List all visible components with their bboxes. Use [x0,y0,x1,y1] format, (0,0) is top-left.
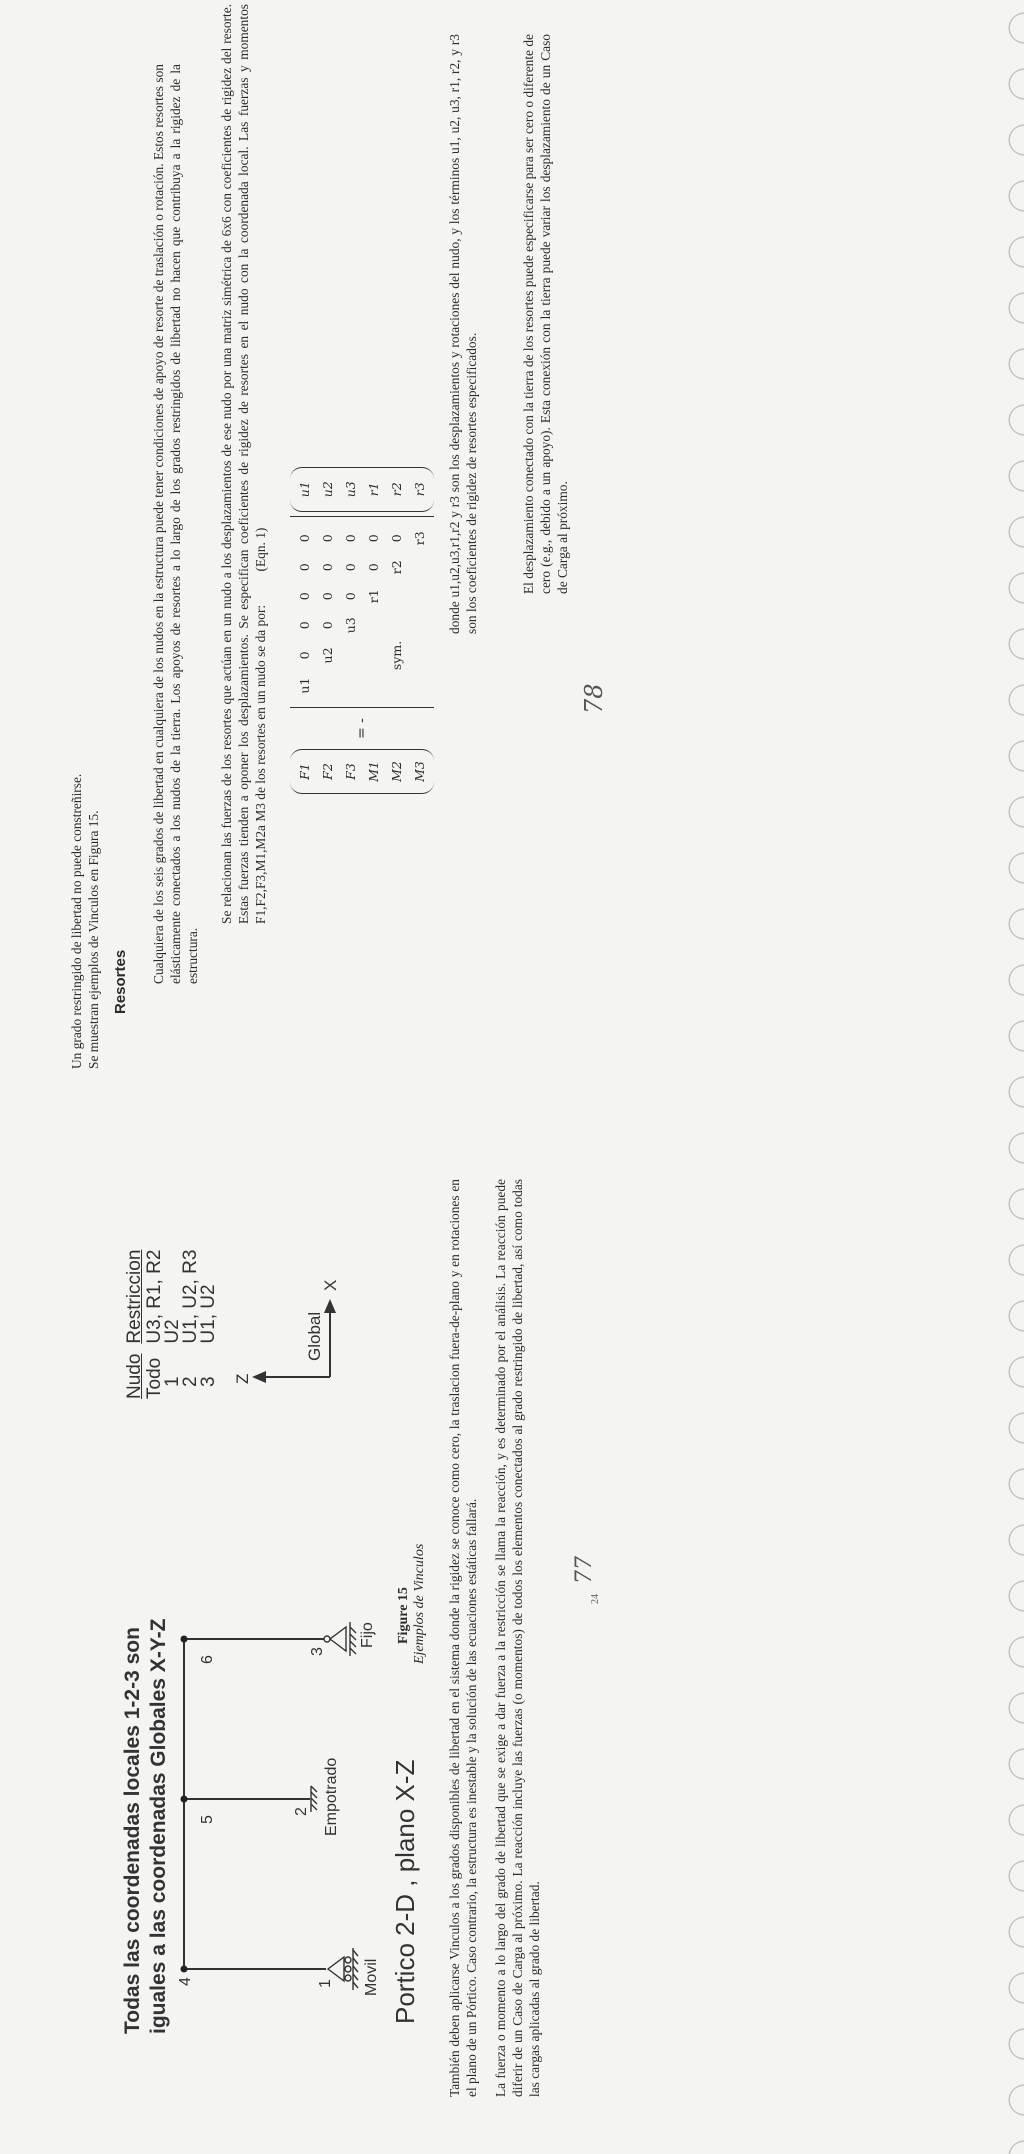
table-row [146,1236,164,1399]
node-label-1: 1 [317,1979,334,1988]
node-label-5: 5 [199,1815,216,1824]
handwritten-page-number: 77 [572,1556,597,1584]
vector-entry: u2 [320,481,335,498]
matrix-cell: 0 [343,592,358,601]
matrix-cell: r2 [389,560,404,575]
matrix-cell [409,612,430,639]
vector-entry: F3 [343,763,358,780]
restraint-dofs: U1, U2 [198,1284,219,1344]
matrix-cell [386,672,407,699]
matrix-cell: 0 [297,592,312,601]
restraint-header-nudo: Nudo [124,1353,145,1399]
vector-entry: u1 [297,481,312,498]
matrix-cell: u2 [320,647,335,664]
matrix-cell [340,672,361,699]
vector-entry: r2 [389,482,404,497]
matrix-cell: r1 [366,589,381,604]
intro-line: Un grado restringido de libertad no puede constreñirse. [69,773,84,1069]
matrix-cell [409,641,430,670]
force-vector [290,749,434,794]
matrix-cell [409,583,430,610]
pinned-support-icon [324,1622,356,1656]
vector-entry: r1 [366,482,381,497]
support-label-fijo: Fijo [359,1622,376,1648]
displacement-vector [290,467,434,512]
matrix-cell: u1 [297,677,312,694]
vector-entry: F2 [320,763,335,780]
matrix-row [317,525,338,699]
matrix-cell [340,641,361,670]
resortes-paragraph-3: donde u1,u2,u3,r1,r2 y r3 son los desplazamientos y rotaciones del nudo, y los términos u1, u2, u3, r1, r2, y r3 son los coeficientes de rigidez de resortes especificados. [447,34,479,634]
z-arrow-icon [252,1371,266,1383]
matrix-cell: 0 [297,534,312,543]
stiffness-matrix [290,516,434,708]
restraint-node: 3 [198,1376,219,1387]
node-5 [181,1796,188,1803]
matrix-cell: 0 [320,534,335,543]
paragraph: También deben aplicarse Vinculos a los grados disponibles de libertad en el sistema donde la rigidez se conoce como cero, la traslacion fuera-de-plano y en rotaciones en el plano de un Pórtico. Caso contrario, la estructura es inestable y la solución de las ecuaciones estáticas fallará. [447,1179,479,2097]
vector-entry: r3 [412,482,427,497]
restraint-table-block [124,1236,218,1399]
matrix-cell [363,641,384,670]
axis-label-x: X [321,1279,340,1291]
equals-sign: = - [354,718,370,739]
matrix-cell: 0 [297,563,312,572]
node-4 [181,1966,188,1973]
portico-title: Portico 2-D , plano X-Z [390,1759,420,2024]
vector-entry: F1 [297,763,312,780]
equation-label: (Eqn. 1) [253,527,268,572]
portico-frame-diagram [160,1534,390,2094]
matrix-cell [386,583,407,610]
matrix-cell: 0 [297,651,312,660]
restraint-dofs: U1, U2, R3 [180,1249,201,1344]
matrix-cell: 0 [389,534,404,543]
paragraph: La fuerza o momento a lo largo del grado de libertad que se exige a dar fuerza a la restricción se llama la reacción, y es determinado por el análisis. La reacción puede diferir de un Caso de Carga al próximo. La reacción incluye las fuerzas (o momentos) de todos los elementos conectados al grado restringido de libertad, así como todas las cargas aplicadas al grado de libertad. [493,1179,542,2097]
spring-stiffness-equation [290,467,434,794]
matrix-row [340,525,361,699]
support-label-movil: Movil [363,1958,380,1996]
matrix-cell [386,612,407,639]
axis-label-z: Z [233,1373,252,1384]
node-label-2: 2 [293,1807,310,1816]
matrix-cell: 0 [366,563,381,572]
restraint-header-restriccion: Restriccion [124,1249,145,1344]
restraint-table [124,1236,218,1399]
node-label-6: 6 [199,1655,216,1664]
right-page-intro [68,149,102,1069]
matrix-cell [317,672,338,699]
restraint-node: 1 [162,1376,183,1387]
resortes-paragraph-2 [218,4,269,924]
matrix-row [386,525,407,699]
matrix-cell: 0 [320,592,335,601]
resortes-paragraph-1: Cualquiera de los seis grados de libertad en cualquiera de los nudos en la estructura puede tener condiciones de apoyo de resorte de traslación o rotación. Estos resortes son elásticamente conectados a los nudos de la tierra. Los apoyos de resortes a lo largo de los grados restringidos de libertad no hacen que contribuya a la rigidez de la estructura. [151,64,200,984]
matrix-cell: 0 [343,563,358,572]
vector-entry: M1 [366,761,381,782]
matrix-cell [409,554,430,581]
matrix-cell: 0 [366,534,381,543]
resortes-paragraph-4: El desplazamiento conectado con la tierra de los resortes puede especificarse para ser cero o diferente de cero (e.g., debido a un apoyo). Esta conexión con la tierra puede variar los desplazamiento de un Caso de Carga al próximo. [521,34,570,594]
restraint-dofs: U2 [162,1319,183,1344]
matrix-cell: r3 [412,531,427,546]
intro-line: Se muestran ejemplos de Vinculos en Figura 15. [86,810,101,1069]
matrix-row [363,525,384,699]
matrix-row [294,525,315,699]
restraint-dofs: U3, R1, R2 [144,1249,165,1344]
figure-number: Figure 15 [396,1587,411,1644]
vector-entry: M2 [389,761,404,782]
global-axes-diagram [233,1259,350,1399]
matrix-cell: u3 [343,617,358,634]
restraint-node: Todo [144,1357,165,1399]
table-row [200,1236,218,1399]
support-label-empotrado: Empotrado [323,1757,340,1836]
matrix-cell: 0 [320,621,335,630]
matrix-cell: 0 [320,563,335,572]
axis-label-global: Global [305,1311,324,1361]
matrix-cell [409,672,430,699]
node-6 [181,1636,188,1643]
handwritten-page-number: 78 [580,683,608,714]
matrix-cell [363,672,384,699]
vector-entry: M3 [412,761,427,782]
paragraph-text: Se relacionan las fuerzas de los resortes que actúan en un nudo a los desplazamientos de ese nudo por una matriz simétrica de 6x6 con coeficientes de rigidez del resorte. Estas fuerzas tienden a oponer los desplazamientos. Se especifican coeficientes de rigidez de resortes en el nudo con la coordenada local. Las fuerzas y momentos F1,F2,F3,M1,M2a M3 de los resortes en un nudo se da por: [219,4,268,924]
vector-entry: u3 [343,481,358,498]
figure-caption: Ejemplos de Vinculos [412,1543,427,1664]
fixed-support-icon [311,1786,317,1812]
x-arrow-icon [324,1299,336,1313]
matrix-cell [363,612,384,639]
figure-heading-line1: Todas las coordenadas locales 1-2-3 son [121,1627,144,2034]
node-label-3: 3 [309,1647,326,1656]
matrix-cell: 0 [297,621,312,630]
matrix-row [409,525,430,699]
matrix-cell: sym. [389,640,404,671]
section-heading-resortes: Resortes [112,949,129,1014]
node-label-4: 4 [177,1977,194,1986]
matrix-cell: 0 [343,534,358,543]
figure-heading-line2: iguales a las coordenadas Globales X-Y-Z [147,1618,170,2034]
left-page-body [446,1179,555,2097]
restraint-node: 2 [180,1376,201,1387]
printed-page-number: 24 [590,1594,601,1604]
